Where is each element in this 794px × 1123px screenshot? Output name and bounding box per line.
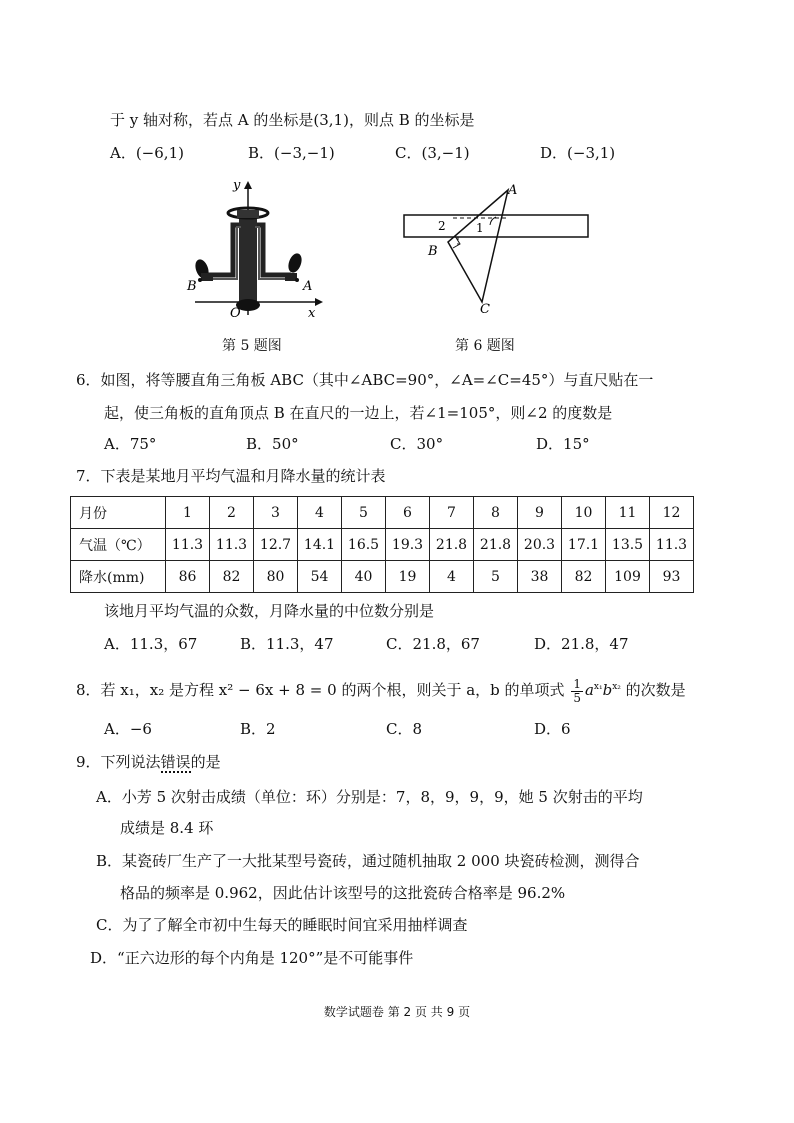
q8-option-b: B．2 [240,720,276,738]
table-cell: 11 [606,497,650,529]
figure-6 [398,180,598,320]
table-cell: 14.1 [298,529,342,561]
table-cell: 8 [474,497,518,529]
table-cell: 7 [430,497,474,529]
table-cell: 109 [606,561,650,593]
q6-option-a: A．75° [104,435,157,453]
q7-option-a: A．11.3，67 [104,635,198,653]
q6-option-c: C．30° [390,435,444,453]
fig6-angle-1-label: 1 [476,221,484,235]
table-cell: 19.3 [386,529,430,561]
table-row [71,561,694,593]
q9-option-a-line2: 成绩是 8.4 环 [120,819,214,837]
q5-stem: 于 y 轴对称，若点 A 的坐标是(3,1)，则点 B 的坐标是 [110,111,475,129]
q9-option-b-line2: 格品的频率是 0.962，因此估计该型号的这批瓷砖合格率是 96.2% [120,884,566,902]
q8-stem-part-b: 的次数是 [625,681,686,699]
q8-exponent-2: x₂ [612,682,621,692]
q8-fraction-denominator: 5 [573,690,581,705]
table-cell: 6 [386,497,430,529]
table-cell: 40 [342,561,386,593]
q7-option-c: C．21.8，67 [386,635,480,653]
table-cell: 11.3 [166,529,210,561]
q9-stem-pre: 9．下列说法 [76,753,161,771]
table-cell: 5 [474,561,518,593]
q5-option-c: C．(3,−1) [395,144,470,162]
q9-option-c: C．为了了解全市初中生每天的睡眠时间宜采用抽样调查 [96,916,468,934]
table-row [71,497,694,529]
q5-option-b: B．(−3,−1) [248,144,335,162]
figure-6-caption: 第 6 题图 [455,338,515,354]
q8-monomial-b: b [602,681,613,699]
table-cell: 3 [254,497,298,529]
q6-option-b: B．50° [246,435,299,453]
table-cell: 38 [518,561,562,593]
q8-option-a: A．−6 [104,720,152,738]
fig5-y-label: y [233,178,241,193]
table-cell: 82 [562,561,606,593]
table-cell: 20.3 [518,529,562,561]
q8-stem-part-a: 8．若 x₁，x₂ 是方程 x² − 6x + 8 = 0 的两个根，则关于 a，b 的单项式 [76,681,565,699]
q6-stem-line1: 6．如图，将等腰直角三角板 ABC（其中∠ABC=90°，∠A=∠C=45°）与直尺贴在一 [76,371,654,389]
fig6-point-c-label: C [480,302,490,317]
fig6-point-a-label: A [508,183,518,198]
table-cell: 21.8 [430,529,474,561]
q8-stem [76,677,686,705]
table-cell: 9 [518,497,562,529]
page-footer: 数学试题卷 第 2 页 共 9 页 [323,1005,471,1019]
table-cell: 80 [254,561,298,593]
table-cell: 5 [342,497,386,529]
q9-option-b-line1: B．某瓷砖厂生产了一大批某型号瓷砖，通过随机抽取 2 000 块瓷砖检测，测得合 [96,852,640,870]
figure-5-caption: 第 5 题图 [222,338,282,354]
table-row [71,529,694,561]
table-cell: 54 [298,561,342,593]
table-cell: 13.5 [606,529,650,561]
q8-fraction-numerator: 1 [573,676,581,691]
table-cell: 86 [166,561,210,593]
fig5-origin-label: O [230,306,241,321]
q8-option-c: C．8 [386,720,423,738]
q5-option-d: D．(−3,1) [540,144,616,162]
q9-stem [76,752,221,772]
table-cell: 气温（℃） [71,529,166,561]
table-cell: 82 [210,561,254,593]
q9-option-d: D．“正六边形的每个内角是 120°”是不可能事件 [90,949,414,967]
table-cell: 11.3 [210,529,254,561]
q9-stem-post: 的是 [190,753,221,771]
q5-option-a: A．(−6,1) [110,144,184,162]
table-cell: 19 [386,561,430,593]
fig5-x-label: x [308,306,316,321]
figure-5 [175,175,335,325]
q8-exponent-1: x₁ [593,682,603,692]
q7-stem: 7．下表是某地月平均气温和月降水量的统计表 [76,467,386,485]
table-cell: 16.5 [342,529,386,561]
table-cell: 11.3 [650,529,694,561]
q7-option-b: B．11.3，47 [240,635,334,653]
q7-stats-table [70,496,694,593]
fig5-point-b-label: B [187,279,197,294]
table-cell: 1 [166,497,210,529]
q6-stem-line2: 起，使三角板的直角顶点 B 在直尺的一边上，若∠1=105°，则∠2 的度数是 [104,404,613,422]
q9-stem-emphasis: 错误 [160,753,191,771]
table-cell: 10 [562,497,606,529]
q8-option-d: D．6 [534,720,571,738]
table-cell: 月份 [71,497,166,529]
table-cell: 12 [650,497,694,529]
q8-fraction [571,678,583,705]
q6-option-d: D．15° [536,435,590,453]
q7-question: 该地月平均气温的众数，月降水量的中位数分别是 [104,602,435,620]
q7-option-d: D．21.8，47 [534,635,629,653]
table-cell: 93 [650,561,694,593]
q8-monomial-a: a [584,681,594,699]
fig5-point-a-label: A [303,279,313,294]
table-cell: 21.8 [474,529,518,561]
q9-option-a-line1: A．小芳 5 次射击成绩（单位：环）分别是：7，8，9，9，9，她 5 次射击的平均 [96,788,643,806]
table-cell: 12.7 [254,529,298,561]
table-cell: 4 [298,497,342,529]
table-cell: 2 [210,497,254,529]
table-cell: 降水(mm) [71,561,166,593]
table-cell: 17.1 [562,529,606,561]
table-cell: 4 [430,561,474,593]
fig6-point-b-label: B [428,244,438,259]
fig6-angle-2-label: 2 [438,219,446,233]
